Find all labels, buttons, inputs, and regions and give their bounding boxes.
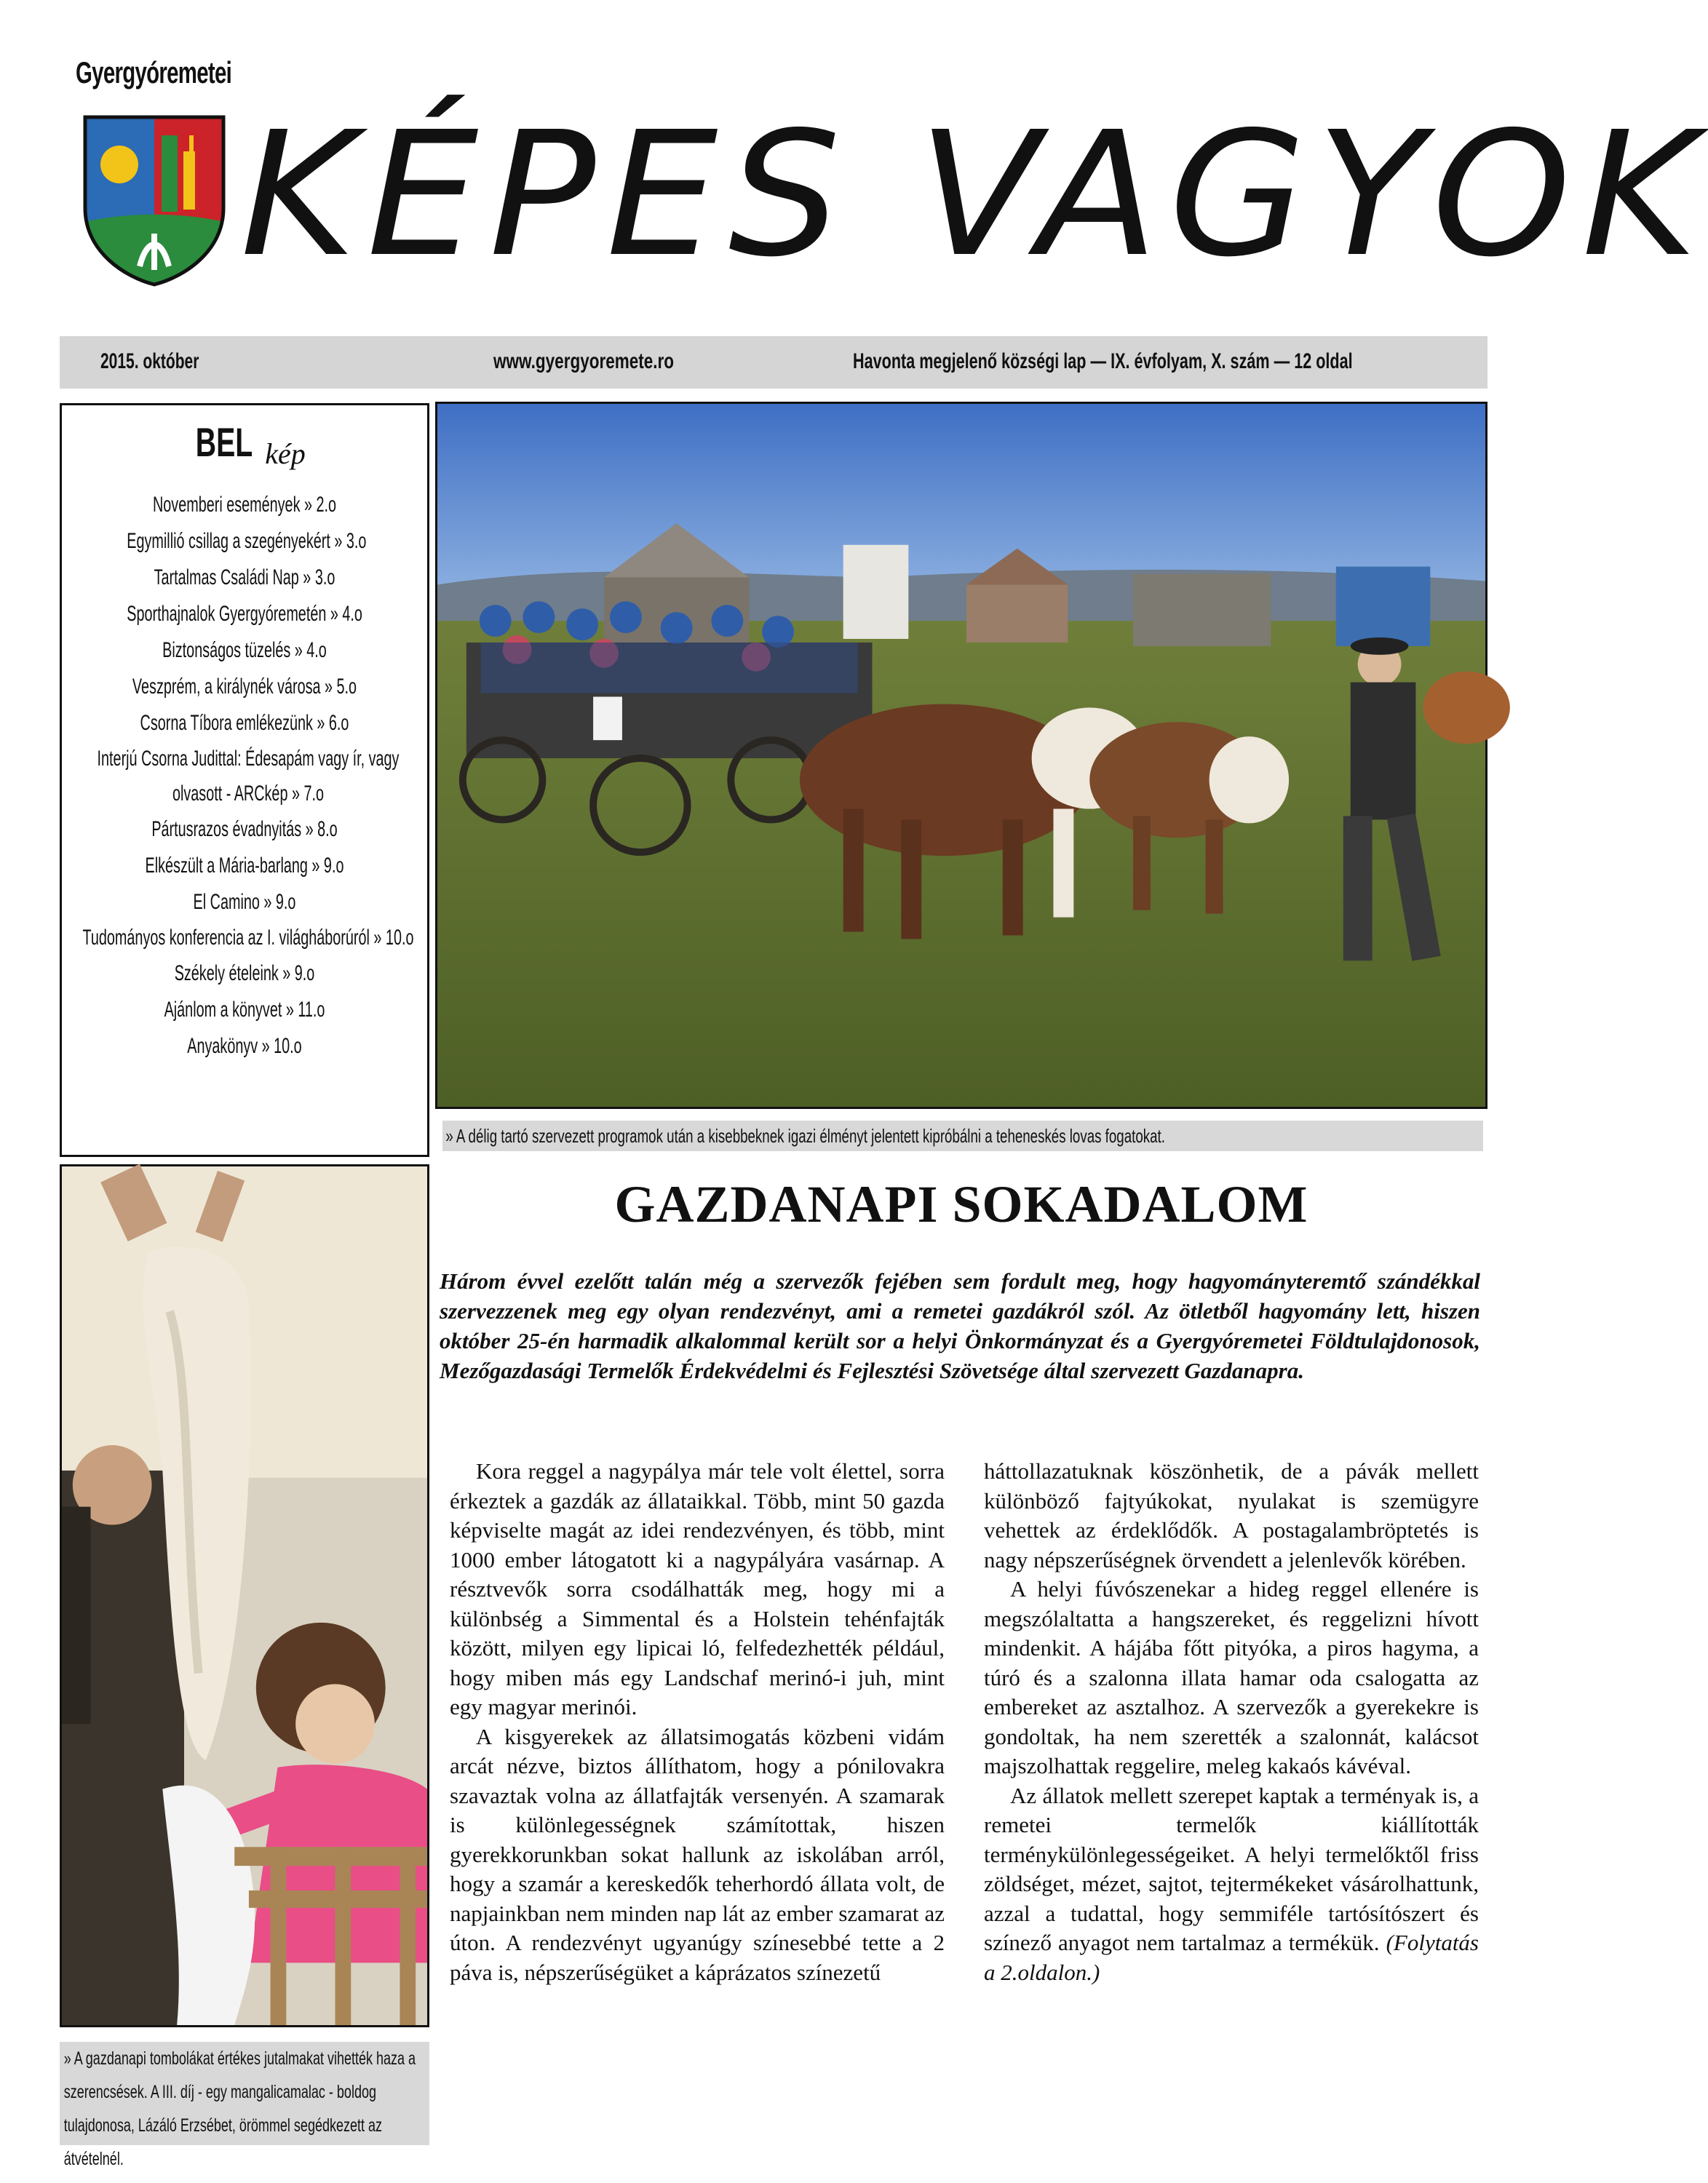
contents-item[interactable]: Interjú Csorna Judittal: Édesapám vagy ír, vagy olvasott - ARCkép » 7.o — [97, 747, 400, 806]
issue-details: Havonta megjelenő községi lap — IX. évfolyam, X. szám — 12 oldal — [853, 349, 1353, 373]
side-photo-caption — [60, 2042, 429, 2169]
issue-date: 2015. október — [100, 349, 199, 373]
side-photo-caption-text: » A gazdanapi tombolákat értékes jutalmakat vihették haza a szerencsések. A III. díj - egy mangalicamalac - boldog tulajdonosa, Lázáló Erzsébet, örömmel segédkezett az átvételnél. — [63, 2048, 416, 2169]
contents-list — [66, 487, 423, 1065]
contents-item[interactable]: Novemberi események » 2.o — [152, 493, 337, 517]
contents-item[interactable]: Ajánlom a könyvet » 11.o — [164, 998, 325, 1022]
contents-item[interactable]: Anyakönyv » 10.o — [187, 1034, 302, 1058]
contents-heading — [62, 418, 427, 471]
article-column-left — [450, 1457, 945, 1987]
main-photo-caption-text: » A délig tartó szervezett programok után a kisebbeknek igazi élményt jelentett kipróbálni a teheneskés lovas fogatokat. — [445, 1125, 1165, 1147]
contents-item[interactable]: Egymillió csillag a szegényekért » 3.o — [127, 529, 367, 553]
contents-item[interactable]: Biztonságos tüzelés » 4.o — [162, 638, 327, 662]
contents-item[interactable]: Veszprém, a királynék városa » 5.o — [132, 675, 357, 699]
contents-item[interactable]: Székely ételeink » 9.o — [174, 961, 315, 985]
contents-item[interactable]: Elkészült a Mária-barlang » 9.o — [145, 854, 344, 878]
contents-item[interactable]: Tudományos konferencia az I. világháborúról » 10.o — [82, 926, 414, 950]
continued-link[interactable]: (Folytatás a 2.oldalon.) — [984, 1930, 1479, 1985]
contents-item[interactable]: Csorna Tíbora emlékezünk » 6.o — [140, 711, 349, 735]
town-name: Gyergyóremetei — [76, 55, 232, 90]
article-paragraph — [984, 1781, 1479, 1988]
article-paragraph: A helyi fúvószenekar a hideg reggel ellenére is megszólaltatta a hangszereket, és reggelizni hívott mindenkit. A hájába főtt pityóka, a piros hagyma, a túró és a szalonna illata hamar oda csalogatta az embereket az asztalhoz. A szervezők a gyerekekre is gondoltak, ha nem szerették a szalonnát, kalácsot majszolhattak reggelire, meleg kakaós kávéval. — [984, 1576, 1479, 1778]
article-title: GAZDANAPI SOKADALOM — [614, 1175, 1308, 1233]
contents-heading-big: BEL — [196, 419, 253, 465]
coat-of-arms-icon — [82, 114, 227, 288]
contents-heading-small: kép — [265, 437, 306, 470]
main-photo — [435, 402, 1487, 1109]
article-paragraph: Kora reggel a nagypálya már tele volt élettel, sorra érkeztek a gazdák az állataikkal. Több, mint 50 gazda képviselte magát az idei rendezvényen, és több, mint 1000 ember látogatott ki a nagypályára vasárnap. A résztvevők sorra csodálhatták meg, hogy mi a különbség a Simmental és a Holstein tehénfajták között, milyen egy lipicai ló, felfedezhették például, hogy miben más egy Landschaf merinó-i juh, mint egy magyar merinói. — [450, 1458, 945, 1719]
info-bar — [60, 336, 1487, 389]
website-link[interactable]: www.gyergyoremete.ro — [493, 349, 675, 373]
main-photo-caption — [442, 1121, 1483, 1151]
article-paragraph: háttollazatuknak köszönhetik, de a pávák mellett különböző fajtyúkokat, nyulakat is szemügyre vehettek az érdeklődők. A postagalambröptetés is nagy népszerűségnek örvendett a jelenlevők körében. — [984, 1458, 1479, 1572]
contents-item[interactable]: Tartalmas Családi Nap » 3.o — [154, 565, 335, 589]
contents-box — [60, 403, 429, 1157]
article-lead: Három évvel ezelőtt talán még a szervezők fejében sem fordult meg, hogy hagyományteremtő szándékkal szervezzenek meg egy olyan rendezvényt, ami a remetei gazdákról szól. Az ötletből hagyomány lett, hiszen október 25-én harmadik alkalommal került sor a helyi Önkormányzat és a Gyergyóremetei Földtulajdonosok, Mezőgazdasági Termelők Érdekvédelmi és Fejlesztési Szövetsége által szervezett Gazdanapra. — [440, 1268, 1480, 1383]
article-column-right — [984, 1457, 1479, 1987]
article-paragraph-text: Az állatok mellett szerepet kaptak a terményak is, a remetei termelők kiállították terménykülönlegességeiket. A helyi termelőktől friss zöldséget, mézet, sajtot, tejtermékeket vásárolhattunk, azzal a tudattal, hogy semmiféle tartósítószert és színező anyagot nem tartalmaz a termékük. — [984, 1782, 1479, 1955]
article-paragraph: A kisgyerekek az állatsimogatás közbeni vidám arcát nézve, biztos állíthatom, hogy a pónilovakra szavaztak volna az állatfajták versenyén. A szamarak is különlegességnek számítottak, hiszen gyerekkorunkban sokat hallunk az iskolában arról, hogy a szamár a kereskedők teherhordó állata volt, de napjainkban nem minden nap lát az ember szamarat az úton. A rendezvényt ugyanúgy színesebbé tette a 2 páva is, népszerűségüket a káprázatos színezetű — [450, 1723, 945, 1985]
masthead-title: KÉPES VAGYOK — [240, 95, 1708, 295]
side-photo — [60, 1164, 429, 2027]
contents-item[interactable]: El Camino » 9.o — [193, 890, 296, 914]
contents-item[interactable]: Pártusrazos évadnyitás » 8.o — [151, 817, 338, 841]
contents-item[interactable]: Sporthajnalok Gyergyóremetén » 4.o — [127, 602, 362, 626]
